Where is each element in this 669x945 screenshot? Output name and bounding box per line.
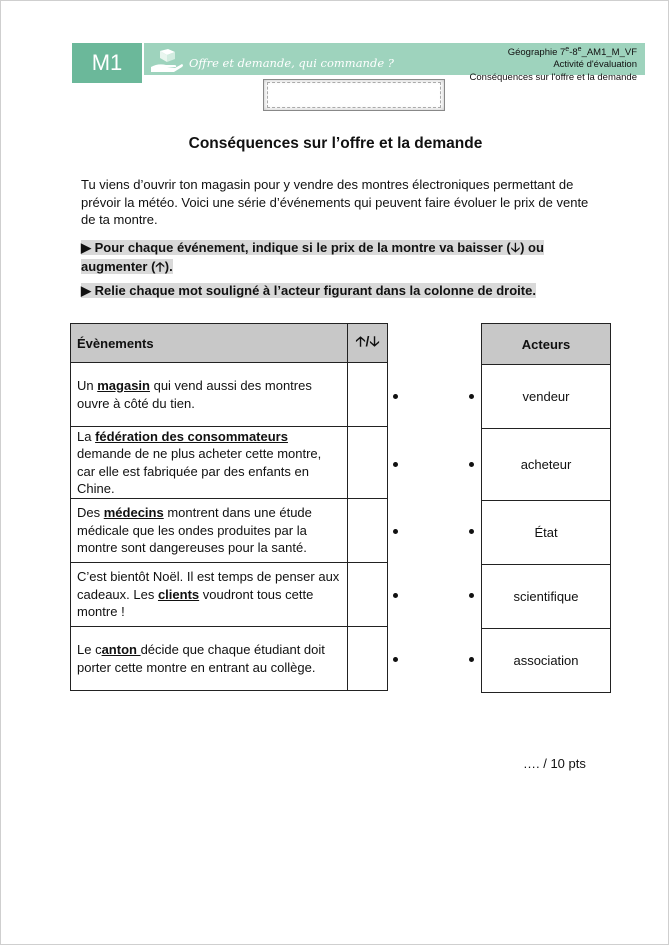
arrow-answer-cell[interactable] — [348, 563, 388, 627]
table-row — [71, 363, 388, 427]
event-keyword: magasin — [97, 378, 150, 393]
link-dot-right[interactable] — [469, 657, 474, 662]
table-row — [71, 563, 388, 627]
event-text: Le canton décide que chaque étudiant doit porter cette montre en entrant au collège. — [71, 627, 348, 691]
banner-title: Offre et demande, qui commande ? — [189, 56, 394, 70]
activity-type: Activité d'évaluation — [553, 59, 637, 71]
actors-table — [481, 323, 611, 693]
link-dot-right[interactable] — [469, 462, 474, 467]
event-text: Un magasin qui vend aussi des montres ouvre à côté du tien. — [71, 363, 348, 427]
table-row — [71, 499, 388, 563]
actor-cell: vendeur — [482, 365, 611, 429]
actors-header: Acteurs — [482, 324, 611, 365]
activity-title: Conséquences sur l'offre et la demande — [469, 71, 637, 83]
actor-cell: scientifique — [482, 565, 611, 629]
link-dot-right[interactable] — [469, 593, 474, 598]
link-dot-left[interactable] — [393, 462, 398, 467]
intro-paragraph: Tu viens d’ouvrir ton magasin pour y vendre des montres électroniques permettant de prévoir la météo. Voici une série d’événements qui peuvent faire évoluer le prix de vente de ta montre. — [81, 177, 589, 227]
student-name-box[interactable] — [263, 79, 445, 111]
instruction-arrows: ▶ Pour chaque événement, indique si le prix de la montre va baisser (🡣) ou augmenter (🡡). — [81, 240, 544, 274]
link-dot-left[interactable] — [393, 593, 398, 598]
event-keyword: médecins — [103, 505, 164, 521]
link-dot-left[interactable] — [393, 657, 398, 662]
page-title: Conséquences sur l’offre et la demande — [188, 135, 483, 152]
arrow-down-icon: 🡣 — [510, 240, 521, 255]
link-dot-right[interactable] — [469, 529, 474, 534]
arrows-header: 🡡/🡣 — [348, 324, 388, 363]
event-keyword: anton — [101, 642, 141, 657]
link-dot-left[interactable] — [393, 394, 398, 399]
link-dot-right[interactable] — [469, 394, 474, 399]
event-keyword: fédération des consommateurs — [95, 428, 288, 444]
subject-code: Géographie 7e-8e_AM1_M_VF — [507, 46, 637, 59]
score-line: …. / 10 pts — [523, 756, 586, 771]
event-text: Des médecins montrent dans une étude médicale que les ondes produites par la montre sont dangereuses pour la santé. — [71, 499, 348, 563]
actor-cell: acheteur — [482, 429, 611, 501]
table-row — [71, 427, 388, 499]
event-text: C’est bientôt Noël. Il est temps de penser aux cadeaux. Les clients voudront tous cette montre ! — [71, 563, 348, 627]
events-header: Évènements — [71, 324, 348, 363]
hand-box-icon — [150, 48, 184, 74]
arrow-answer-cell[interactable] — [348, 427, 388, 499]
instruction-link: ▶ Relie chaque mot souligné à l’acteur figurant dans la colonne de droite. — [81, 283, 536, 298]
header-meta — [470, 44, 637, 84]
events-table — [70, 323, 388, 691]
event-text: La fédération des consommateurs demande de ne plus acheter cette montre, car elle est fabriquée par des enfants en Chine. — [71, 427, 348, 499]
arrow-answer-cell[interactable] — [348, 499, 388, 563]
actor-cell: État — [482, 501, 611, 565]
arrow-up-icon: 🡡 — [155, 258, 165, 274]
module-badge: M1 — [72, 43, 142, 83]
actor-cell: association — [482, 629, 611, 693]
table-row — [71, 627, 388, 691]
link-dot-left[interactable] — [393, 529, 398, 534]
event-keyword: clients — [157, 586, 200, 602]
arrow-answer-cell[interactable] — [348, 363, 388, 427]
arrow-answer-cell[interactable] — [348, 627, 388, 691]
